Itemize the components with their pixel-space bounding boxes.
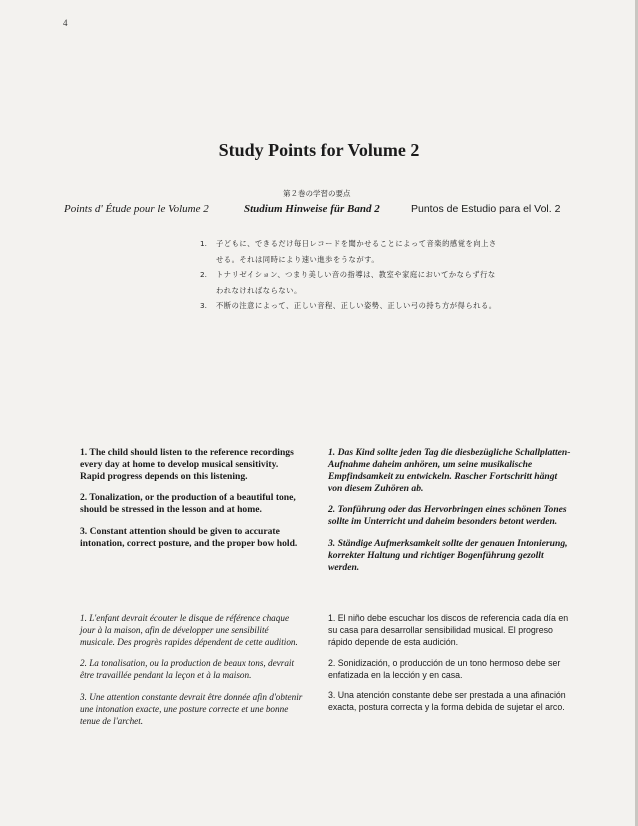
german-point-1: 1. Das Kind sollte jeden Tag die diesbezügliche Schallplatten-Aufnahme daheim anhören, um seine musikalische Empfindsamkeit zu entwickeln. Rascher Fortschritt hängt von diesem Zuhören ab. xyxy=(328,446,571,494)
page-title: Study Points for Volume 2 xyxy=(218,140,420,160)
german-points xyxy=(328,437,573,583)
japanese-point-number: 1. xyxy=(200,239,207,248)
japanese-point-text: 子どもに、できるだけ毎日レコードを聞かせることによって音楽的感覚を向上させる。それは同時により速い進歩をうながす。 xyxy=(216,239,497,264)
spanish-point-3: 3. Una atención constante debe ser prestada a una afinación exacta, postura correcta y la forma debida de sujetar el arco. xyxy=(328,690,566,713)
japanese-point-number: 3. xyxy=(200,301,207,310)
french-point-2: 2. La tonalisation, ou la production de beaux tons, devrait être travaillée pendant la leçon et à la maison. xyxy=(80,658,295,681)
japanese-point-1 xyxy=(200,236,500,267)
japanese-points xyxy=(200,236,500,314)
german-heading: Studium Hinweise für Band 2 xyxy=(244,203,380,215)
spanish-points xyxy=(328,603,573,722)
japanese-point-text: トナリゼイション、つまり美しい音の指導は、教室や家庭においてかならず行なわれなければならない。 xyxy=(216,270,496,295)
english-points xyxy=(80,437,305,559)
french-points xyxy=(80,603,305,736)
spanish-point-1: 1. El niño debe escuchar los discos de referencia cada día en su casa para desarrollar sensibilidad musical. El progreso rápido depende de esta audición. xyxy=(328,612,569,647)
french-point-3: 3. Une attention constante devrait être donnée afin d'obtenir une intonation exacte, une posture correcte et une bonne tenue de l'archet. xyxy=(80,691,303,726)
spanish-heading: Puntos de Estudio para el Vol. 2 xyxy=(411,203,561,215)
german-point-2: 2. Tonführung oder das Hervorbringen eines schönen Tones sollte im Unterricht und daheim besonders betont werden. xyxy=(328,504,567,528)
english-point-1: 1. The child should listen to the reference recordings every day at home to develop musical sensitivity. Rapid progress depends on this listening. xyxy=(80,446,294,482)
japanese-point-text: 不断の注意によって、正しい音程、正しい姿勢、正しい弓の持ち方が得られる。 xyxy=(216,301,497,310)
french-heading: Points d' Étude pour le Volume 2 xyxy=(64,203,209,215)
english-point-3: 3. Constant attention should be given to accurate intonation, correct posture, and the proper bow hold. xyxy=(80,525,298,549)
japanese-subtitle: 第２巻の学習の要点 xyxy=(283,189,351,198)
page-number: 4 xyxy=(63,18,68,28)
japanese-point-3 xyxy=(200,298,500,314)
japanese-point-number: 2. xyxy=(200,270,207,279)
english-point-2: 2. Tonalization, or the production of a beautiful tone, should be stressed in the lesson and at home. xyxy=(80,492,296,516)
japanese-point-2 xyxy=(200,267,500,298)
language-headings xyxy=(0,203,638,221)
spanish-point-2: 2. Sonidización, o producción de un tono hermoso debe ser enfatizada en la lección y en casa. xyxy=(328,657,561,680)
french-point-1: 1. L'enfant devrait écouter le disque de référence chaque jour à la maison, afin de développer une sensibilité musicale. Des progrès rapides dépendent de cette audition. xyxy=(80,613,298,648)
german-point-3: 3. Ständige Aufmerksamkeit sollte der genauen Intonierung, korrekter Haltung und richtiger Bogenführung gezollt werden. xyxy=(328,537,568,573)
